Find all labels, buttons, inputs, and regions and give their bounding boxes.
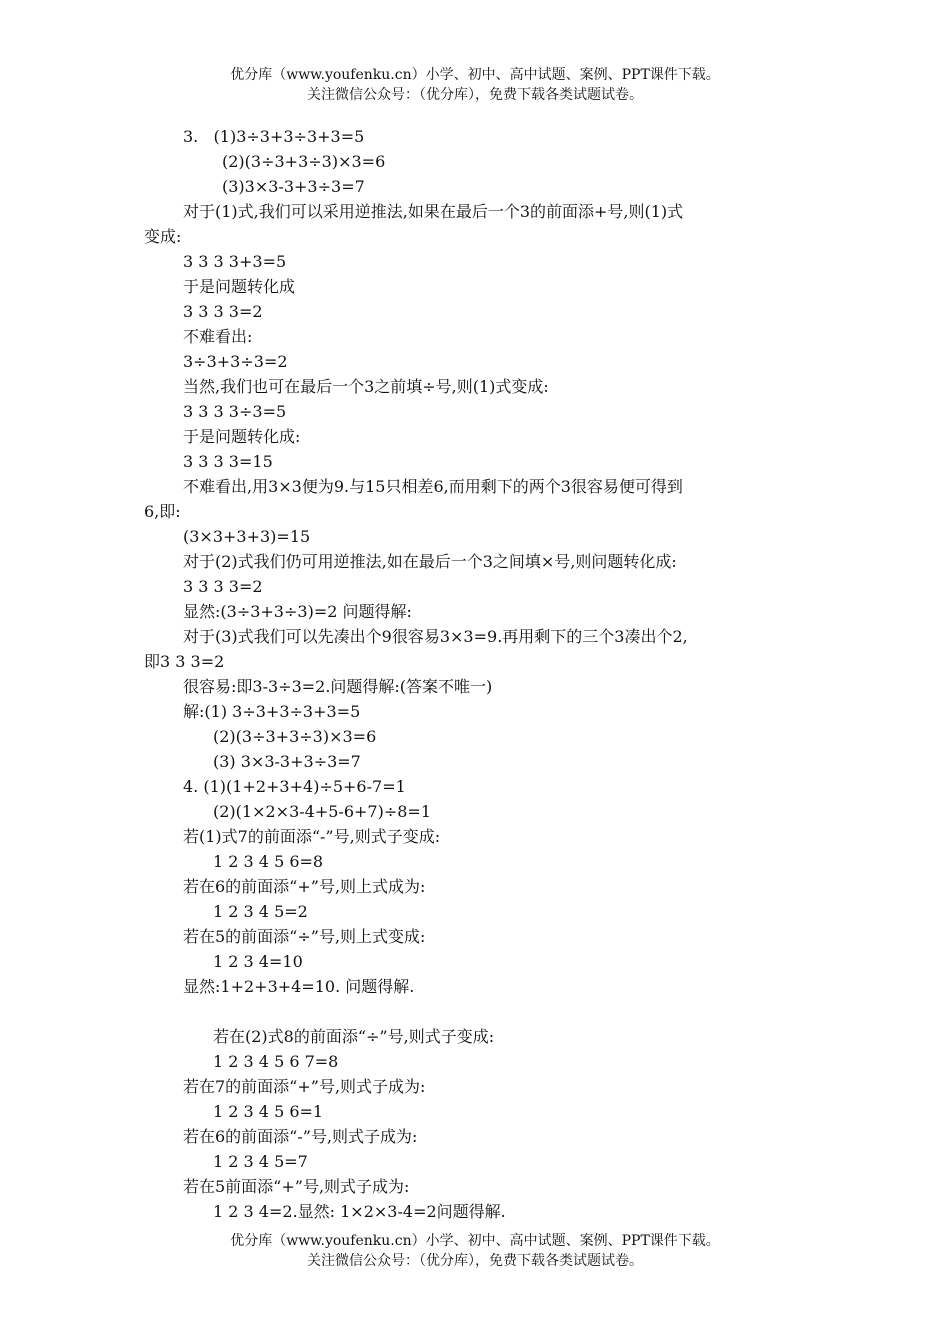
body-line-12: 3 3 3 3÷3=5 (183, 402, 287, 421)
body-line-36: 若在(2)式8的前面添“÷”号,则式子变成: (213, 1027, 495, 1046)
body-line-27: 4. (1)(1+2+3+4)÷5+6-7=1 (183, 777, 406, 796)
body-line-1: 3. (1)3÷3+3÷3+3=5 (183, 127, 365, 146)
footer-line-2: 关注微信公众号：（优分库），免费下载各类试题试卷。 (307, 1253, 643, 1269)
body-line-16: 6,即: (144, 502, 181, 521)
body-line-11: 当然,我们也可在最后一个3之前填÷号,则(1)式变成: (183, 377, 549, 396)
body-line-10: 3÷3+3÷3=2 (183, 352, 288, 371)
body-line-9: 不难看出: (183, 327, 253, 346)
body-line-33: 若在5的前面添“÷”号,则上式变成: (183, 927, 426, 946)
body-line-31: 若在6的前面添“+”号,则上式成为: (183, 877, 426, 896)
footer-line-1: 优分库（www.youfenku.cn）小学、初中、高中试题、案例、PPT课件下载。 (230, 1233, 720, 1249)
body-line-28: (2)(1×2×3-4+5-6+7)÷8=1 (213, 802, 432, 821)
body-line-35: 显然:1+2+3+4=10. 问题得解. (183, 977, 415, 996)
body-line-29: 若(1)式7的前面添“-”号,则式子变成: (183, 827, 441, 846)
body-line-21: 对于(3)式我们可以先凑出个9很容易3×3=9.再用剩下的三个3凑出个2, (183, 627, 688, 646)
body-line-38: 若在7的前面添“+”号,则式子成为: (183, 1077, 426, 1096)
body-line-37: 1 2 3 4 5 6 7=8 (213, 1052, 339, 1071)
body-line-7: 于是问题转化成 (183, 277, 296, 296)
body-line-23: 很容易:即3-3÷3=2.问题得解:(答案不唯一) (183, 677, 493, 696)
body-line-19: 3 3 3 3=2 (183, 577, 263, 596)
body-line-39: 1 2 3 4 5 6=1 (213, 1102, 324, 1121)
body-line-40: 若在6的前面添“-”号,则式子成为: (183, 1127, 418, 1146)
body-line-26: (3) 3×3-3+3÷3=7 (213, 752, 361, 771)
body-line-18: 对于(2)式我们仍可用逆推法,如在最后一个3之间填×号,则问题转化成: (183, 552, 677, 571)
body-line-13: 于是问题转化成: (183, 427, 301, 446)
body-line-5: 变成: (144, 227, 182, 246)
body-line-30: 1 2 3 4 5 6=8 (213, 852, 324, 871)
body-line-20: 显然:(3÷3+3÷3)=2 问题得解: (183, 602, 412, 621)
body-line-4: 对于(1)式,我们可以采用逆推法,如果在最后一个3的前面添+号,则(1)式 (183, 202, 684, 221)
body-line-8: 3 3 3 3=2 (183, 302, 263, 321)
header-line-2: 关注微信公众号：（优分库），免费下载各类试题试卷。 (307, 87, 643, 103)
body-line-32: 1 2 3 4 5=2 (213, 902, 308, 921)
body-line-24: 解:(1) 3÷3+3÷3+3=5 (183, 702, 361, 721)
body-line-34: 1 2 3 4=10 (213, 952, 303, 971)
body-line-25: (2)(3÷3+3÷3)×3=6 (213, 727, 377, 746)
body-line-2: (2)(3÷3+3÷3)×3=6 (222, 152, 386, 171)
body-line-22: 即3 3 3=2 (144, 652, 225, 671)
body-line-43: 1 2 3 4=2.显然: 1×2×3-4=2问题得解. (213, 1202, 506, 1221)
header-line-1: 优分库（www.youfenku.cn）小学、初中、高中试题、案例、PPT课件下载。 (230, 67, 720, 83)
body-line-15: 不难看出,用3×3便为9.与15只相差6,而用剩下的两个3很容易便可得到 (183, 477, 683, 496)
body-line-41: 1 2 3 4 5=7 (213, 1152, 308, 1171)
body-line-42: 若在5前面添“+”号,则式子成为: (183, 1177, 410, 1196)
body-line-17: (3×3+3+3)=15 (183, 527, 311, 546)
body-line-14: 3 3 3 3=15 (183, 452, 273, 471)
body-line-3: (3)3×3-3+3÷3=7 (222, 177, 365, 196)
body-line-6: 3 3 3 3+3=5 (183, 252, 287, 271)
